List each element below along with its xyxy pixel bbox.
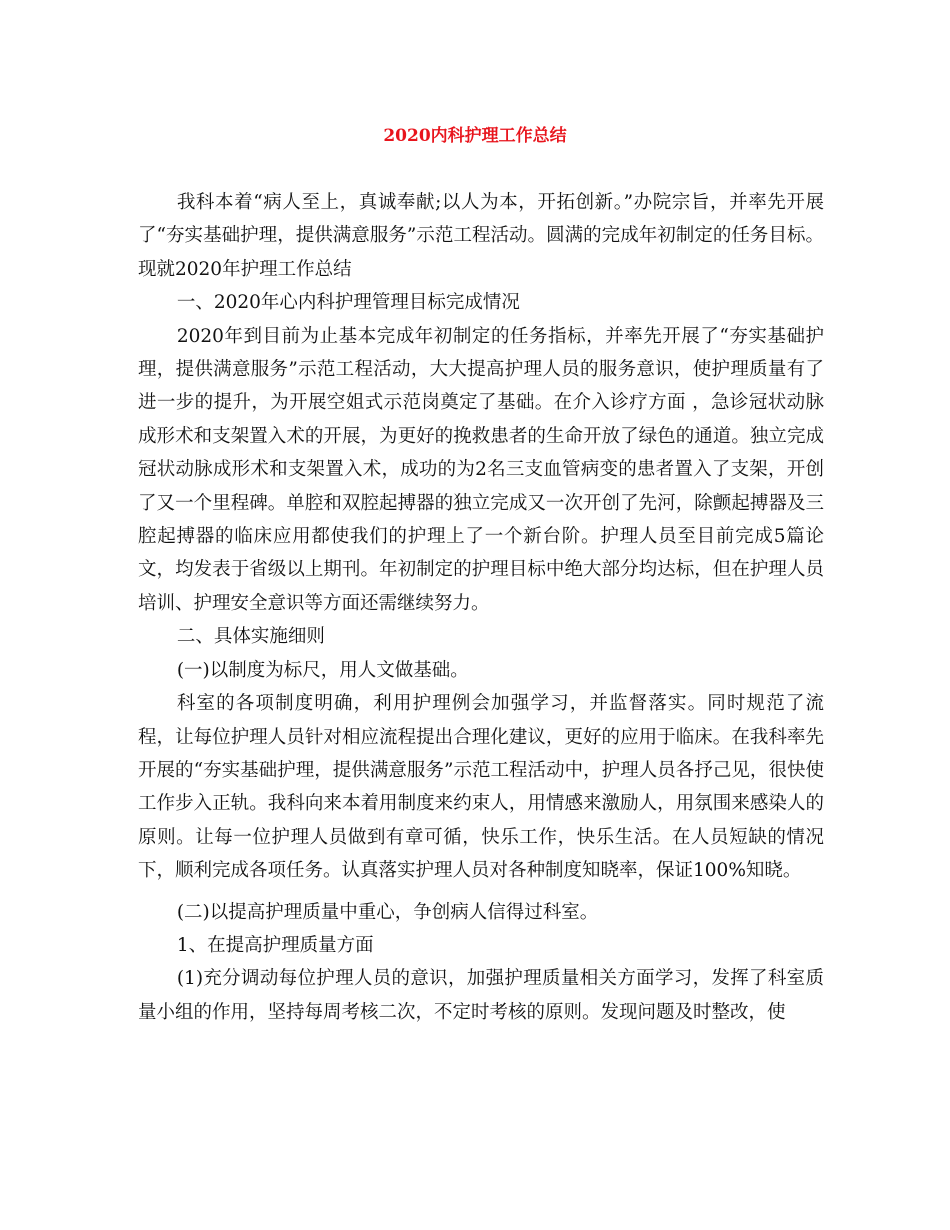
subheading-2-2-1: 1、在提高护理质量方面 [176, 934, 374, 956]
heading-section-2: 二、具体实施细则 [176, 626, 325, 648]
subheading-2-2: (二)以提高护理质量中重心，争创病人信得过科室。 [176, 901, 599, 923]
paragraph-intro: 我科本着“病人至上，真诚奉献;以人为本，开拓创新。”办院宗旨，并率先开展了“夯实基础护理，提供满意服务”示范工程活动。圆满的完成年初制定的任务目标。现就2020年护理工作总结 [138, 192, 824, 280]
heading-section-1: 一、2020年心内科护理管理目标完成情况 [176, 292, 520, 314]
subheading-2-1: (一)以制度为标尺，用人文做基础。 [176, 659, 469, 681]
document-body [138, 186, 824, 1029]
paragraph-section-1: 2020年到目前为止基本完成年初制定的任务指标，并率先开展了“夯实基础护理，提供满意服务”示范工程活动，大大提高护理人员的服务意识，使护理质量有了进一步的提升，为开展空姐式示范岗奠定了基础。在介入诊疗方面 ，急诊冠状动脉成形术和支架置入术的开展，为更好的挽救患者的生命开放了绿色的通道。独立完成冠状动脉成形术和支架置入术，成功的为2名三支血管病变的患者置入了支架，开创了又一个里程碑。单腔和双腔起搏器的独立完成又一次开创了先河，除颤起搏器及三腔起搏器的临床应用都使我们的护理上了一个新台阶。护理人员至目前完成5篇论文，均发表于省级以上期刊。年初制定的护理目标中绝大部分均达标，但在护理人员培训、护理安全意识等方面还需继续努力。 [138, 325, 824, 614]
paragraph-2-2-1-1: (1)充分调动每位护理人员的意识，加强护理质量相关方面学习，发挥了科室质量小组的作用，坚持每周考核二次，不定时考核的原则。发现问题及时整改，使 [138, 968, 824, 1023]
paragraph-2-1: 科室的各项制度明确，利用护理例会加强学习，并监督落实。同时规范了流程，让每位护理人员针对相应流程提出合理化建议，更好的应用于临床。在我科率先开展的“夯实基础护理，提供满意服务”示范工程活动中，护理人员各抒己见，很快使工作步入正轨。我科向来本着用制度来约束人，用情感来激励人，用氛围来感染人的原则。让每一位护理人员做到有章可循，快乐工作，快乐生活。在人员短缺的情况下，顺利完成各项任务。认真落实护理人员对各种制度知晓率，保证100%知晓。 [138, 693, 824, 882]
document-title: 2020内科护理工作总结 [383, 126, 567, 146]
